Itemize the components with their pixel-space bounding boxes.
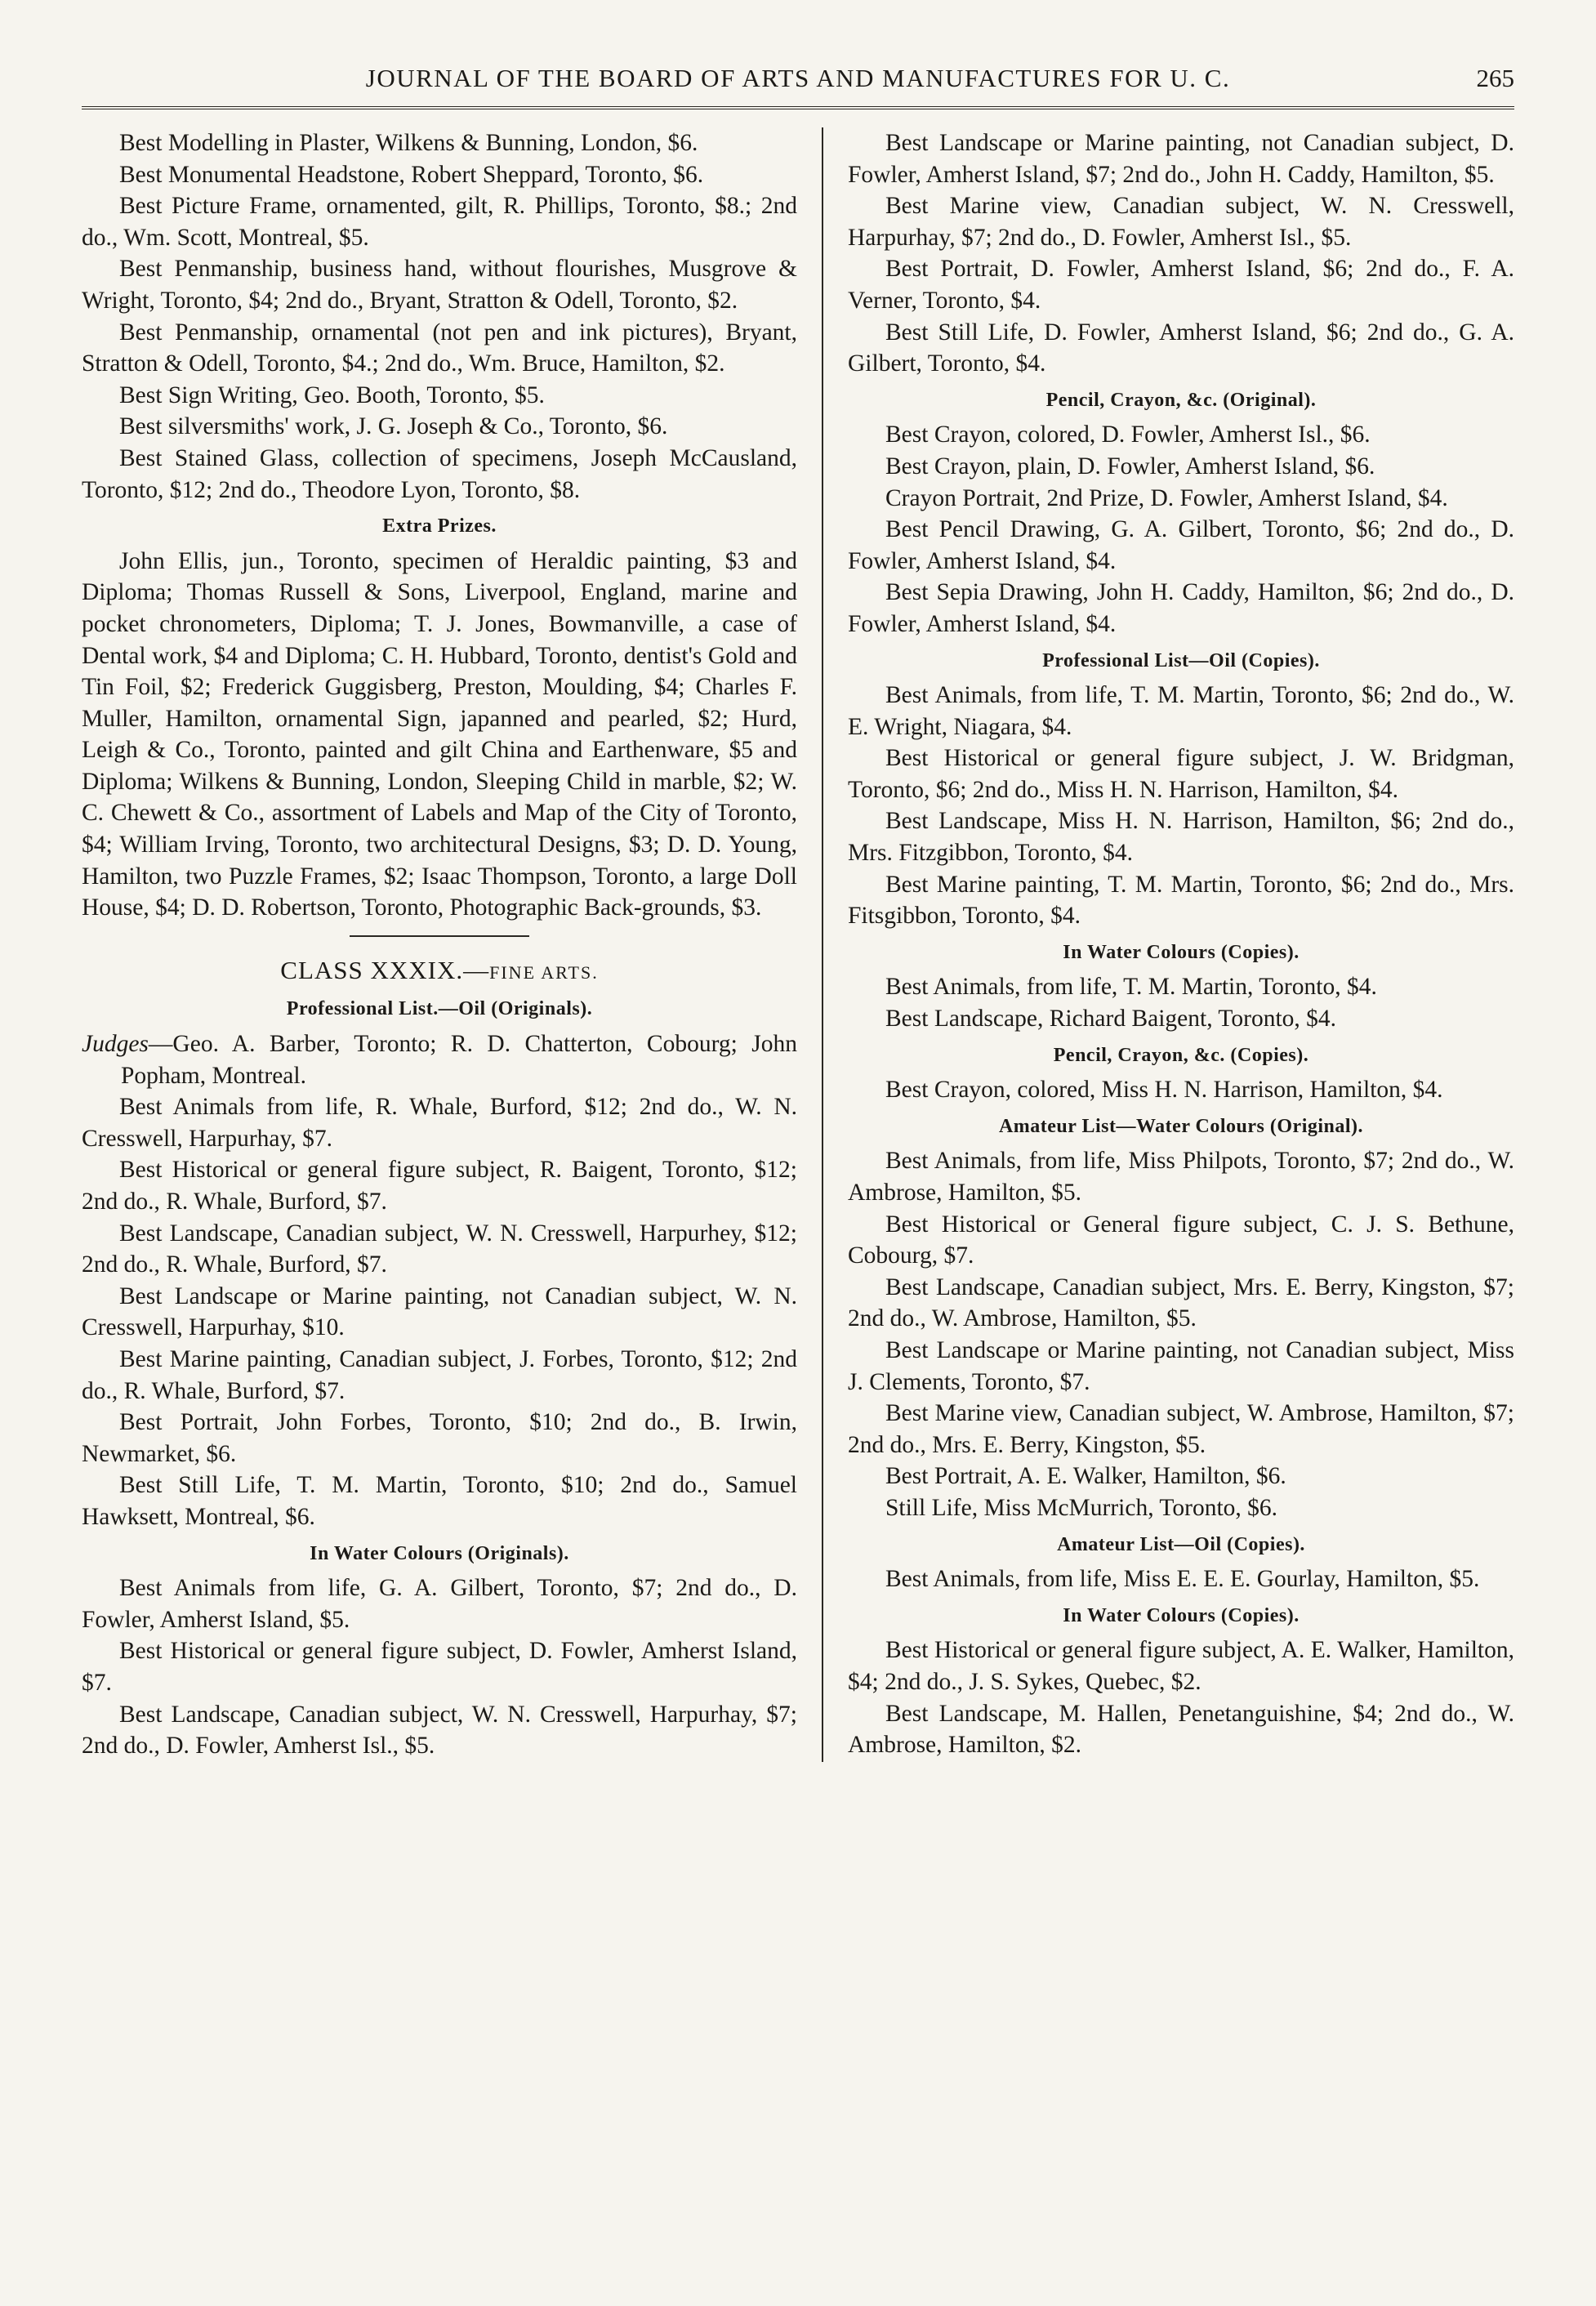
section-heading-amateur-oil-copies: Amateur List—Oil (Copies). [1057,1533,1305,1555]
judges-names: —Geo. A. Barber, Toronto; R. D. Chatterton, Cobourg; John Popham, Montreal. [121,1031,797,1089]
prize-entry: Best Stained Glass, collection of specimens, Joseph McCausland, Toronto, $12; 2nd do., Theodore Lyon, Toronto, $8. [82,444,797,503]
prize-entry: Best Animals, from life, T. M. Martin, Toronto, $4. [885,974,1377,1001]
class-number: CLASS XXXIX.— [280,955,490,984]
judges-entry [82,1028,797,1091]
section-heading-professional-oil-originals: Professional List.—Oil (Originals). [286,998,593,1020]
prize-entry: Crayon Portrait, 2nd Prize, D. Fowler, Amherst Island, $4. [885,484,1448,511]
prize-entry: Best Historical or general figure subject, D. Fowler, Amherst Island, $7. [82,1638,797,1696]
class-heading [82,955,797,989]
prize-entry: Best Historical or general figure subject, J. W. Bridgman, Toronto, $6; 2nd do., Miss H. N. Harrison, Hamilton, $4. [848,745,1514,803]
prize-entry: Best Portrait, A. E. Walker, Hamilton, $6. [885,1463,1286,1490]
header-rule [82,106,1514,109]
prize-entry: Best Portrait, John Forbes, Toronto, $10; 2nd do., B. Irwin, Newmarket, $6. [82,1409,797,1467]
prize-entry: Best Landscape, Canadian subject, W. N. Cresswell, Harpurhey, $12; 2nd do., R. Whale, Burford, $7. [82,1220,797,1278]
prize-entry: Best Penmanship, business hand, without flourishes, Musgrove & Wright, Toronto, $4; 2nd do., Bryant, Stratton & Odell, Toronto, $2. [82,256,797,314]
prize-entry: Best Animals, from life, Miss E. E. E. Gourlay, Hamilton, $5. [885,1566,1480,1593]
prize-entry: Best Monumental Headstone, Robert Sheppard, Toronto, $6. [119,161,704,188]
page-number: 265 [1476,64,1514,92]
section-heading-water-colours-copies-amateur: In Water Colours (Copies). [1063,1604,1300,1626]
prize-entry: Best Pencil Drawing, G. A. Gilbert, Toronto, $6; 2nd do., D. Fowler, Amherst Island, $4. [848,516,1514,574]
prize-entry: Best Landscape or Marine painting, not Canadian subject, Miss J. Clements, Toronto, $7. [848,1336,1514,1395]
left-column [82,127,822,1762]
section-heading-amateur-water-colours-original: Amateur List—Water Colours (Original). [998,1115,1364,1137]
section-heading-pencil-crayon-copies: Pencil, Crayon, &c. (Copies). [1053,1044,1309,1066]
prize-entry: Best Animals, from life, T. M. Martin, Toronto, $6; 2nd do., W. E. Wright, Niagara, $4. [848,682,1514,740]
prize-entry: Best silversmiths' work, J. G. Joseph & Co., Toronto, $6. [119,413,668,440]
prize-entry: Best Sign Writing, Geo. Booth, Toronto, $5. [119,381,545,408]
prize-entry: Best Historical or general figure subject, R. Baigent, Toronto, $12; 2nd do., R. Whale, Burford, $7. [82,1157,797,1215]
section-heading-professional-oil-copies: Professional List—Oil (Copies). [1042,649,1320,671]
prize-entry: Best Historical or general figure subject, A. E. Walker, Hamilton, $4; 2nd do., J. S. Sykes, Quebec, $2. [848,1637,1514,1695]
extra-prizes-paragraph: John Ellis, jun., Toronto, specimen of Heraldic painting, $3 and Diploma; Thomas Russell & Sons, Liverpool, England, marine and pocket chronometers, Diploma; T. J. Jones, Bowmanville, a case of Dental work, $4 and Diploma; C. H. Hubbard, Toronto, dentist's Gold and Tin Foil, $2; Frederick Guggisberg, Preston, Moulding, $4; Charles F. Muller, Hamilton, ornamental Sign, japanned and pearled, $2; Hurd, Leigh & Co., Toronto, painted and gilt China and Earthenware, $5 and Diploma; Wilkens & Bunning, London, Sleeping Child in marble, $2; W. C. Chewett & Co., assortment of Labels and Map of the City of Toronto, $4; William Irving, Toronto, two architectural Designs, $3; D. D. Young, Hamilton, two Puzzle Frames, $2; Isaac Thompson, Toronto, a large Doll House, $4; D. D. Robertson, Toronto, Photographic Back-grounds, $3. [82,547,797,921]
journal-title: JOURNAL OF THE BOARD OF ARTS AND MANUFACTURES FOR U. C. [365,64,1231,92]
prize-entry: Best Animals from life, R. Whale, Burford, $12; 2nd do., W. N. Cresswell, Harpurhay, $7. [82,1094,797,1152]
prize-entry: Best Landscape, M. Hallen, Penetanguishine, $4; 2nd do., W. Ambrose, Hamilton, $2. [848,1700,1514,1759]
right-column [822,127,1514,1762]
prize-entry: Best Modelling in Plaster, Wilkens & Bunning, London, $6. [119,130,698,156]
prize-entry: Still Life, Miss McMurrich, Toronto, $6. [885,1494,1278,1521]
prize-entry: Best Sepia Drawing, John H. Caddy, Hamilton, $6; 2nd do., D. Fowler, Amherst Island, $4. [848,579,1514,637]
prize-entry: Best Portrait, D. Fowler, Amherst Island, $6; 2nd do., F. A. Verner, Toronto, $4. [848,256,1514,314]
prize-entry: Best Crayon, plain, D. Fowler, Amherst Island, $6. [885,453,1375,479]
section-heading-water-colours-copies: In Water Colours (Copies). [1063,941,1300,963]
section-heading-pencil-crayon-original: Pencil, Crayon, &c. (Original). [1045,389,1317,411]
prize-entry: Best Marine painting, T. M. Martin, Toronto, $6; 2nd do., Mrs. Fitsgibbon, Toronto, $4. [848,871,1514,930]
prize-entry: Best Still Life, T. M. Martin, Toronto, $10; 2nd do., Samuel Hawksett, Montreal, $6. [82,1472,797,1530]
prize-entry: Best Animals from life, G. A. Gilbert, Toronto, $7; 2nd do., D. Fowler, Amherst Island, $5. [82,1575,797,1633]
prize-entry: Best Landscape, Miss H. N. Harrison, Hamilton, $6; 2nd do., Mrs. Fitzgibbon, Toronto, $4. [848,808,1514,867]
section-divider [350,935,529,937]
class-name: FINE ARTS. [489,961,599,983]
prize-entry: Best Picture Frame, ornamented, gilt, R. Phillips, Toronto, $8.; 2nd do., Wm. Scott, Montreal, $5. [82,193,797,251]
prize-entry: Best Still Life, D. Fowler, Amherst Island, $6; 2nd do., G. A. Gilbert, Toronto, $4. [848,319,1514,377]
prize-entry: Best Marine view, Canadian subject, W. N. Cresswell, Harpurhay, $7; 2nd do., D. Fowler, Amherst Isl., $5. [848,193,1514,251]
prize-entry: Best Marine view, Canadian subject, W. Ambrose, Hamilton, $7; 2nd do., Mrs. E. Berry, Kingston, $5. [848,1400,1514,1458]
prize-entry: Best Marine painting, Canadian subject, J. Forbes, Toronto, $12; 2nd do., R. Whale, Burford, $7. [82,1345,797,1404]
prize-entry: Best Crayon, colored, D. Fowler, Amherst Isl., $6. [885,422,1371,448]
running-header [82,64,1514,101]
prize-entry: Best Landscape, Canadian subject, Mrs. E. Berry, Kingston, $7; 2nd do., W. Ambrose, Hamilton, $5. [848,1273,1514,1332]
prize-entry: Best Animals, from life, Miss Philpots, Toronto, $7; 2nd do., W. Ambrose, Hamilton, $5. [848,1148,1514,1206]
section-heading-water-colours-originals: In Water Colours (Originals). [310,1542,569,1564]
section-heading-extra-prizes: Extra Prizes. [382,515,497,537]
prize-entry: Best Landscape, Richard Baigent, Toronto, $4. [885,1006,1337,1033]
prize-entry: Best Historical or General figure subject, C. J. S. Bethune, Cobourg, $7. [848,1211,1514,1269]
two-column-body [82,127,1514,1762]
prize-entry: Best Landscape, Canadian subject, W. N. Cresswell, Harpurhay, $7; 2nd do., D. Fowler, Amherst Isl., $5. [82,1701,797,1760]
prize-entry: Best Crayon, colored, Miss H. N. Harrison, Hamilton, $4. [885,1077,1443,1104]
prize-entry: Best Landscape or Marine painting, not Canadian subject, W. N. Cresswell, Harpurhay, $10. [82,1282,797,1341]
prize-entry: Best Penmanship, ornamental (not pen and ink pictures), Bryant, Stratton & Odell, Toronto, $4.; 2nd do., Wm. Bruce, Hamilton, $2. [82,319,797,377]
prize-entry: Best Landscape or Marine painting, not Canadian subject, D. Fowler, Amherst Island, $7; 2nd do., John H. Caddy, Hamilton, $5. [848,130,1514,188]
judges-label: Judges [82,1031,149,1058]
